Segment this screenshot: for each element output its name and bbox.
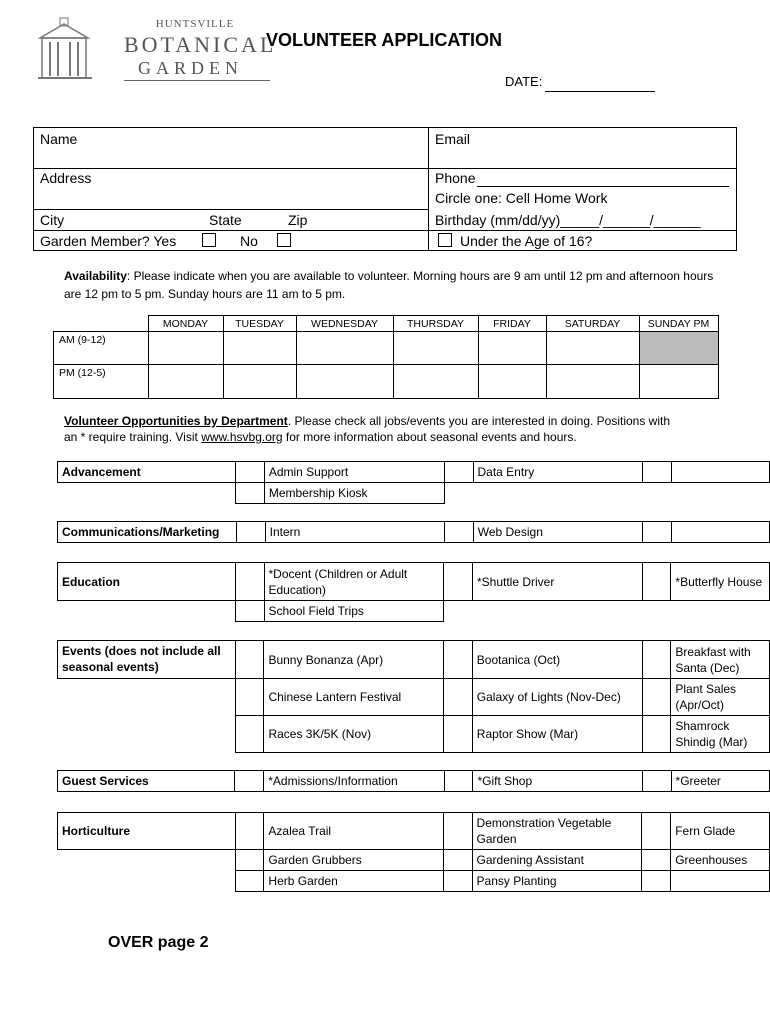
job-checkbox[interactable]: [642, 850, 671, 871]
day-wednesday: WEDNESDAY: [296, 316, 393, 332]
member-no-label: No: [240, 233, 258, 249]
zip-field[interactable]: Zip: [288, 212, 308, 228]
avail-cell[interactable]: [223, 332, 296, 365]
availability-label: Availability: [64, 269, 127, 283]
member-yes-checkbox[interactable]: [202, 233, 216, 247]
dept-name: Guest Services: [58, 771, 235, 792]
job-checkbox[interactable]: [643, 522, 672, 543]
phone-line: [477, 186, 729, 187]
member-no-checkbox[interactable]: [277, 233, 291, 247]
job-label: School Field Trips: [264, 601, 444, 622]
job-label: Plant Sales (Apr/Oct): [671, 679, 770, 716]
avail-cell[interactable]: [546, 365, 639, 399]
job-checkbox[interactable]: [642, 679, 671, 716]
avail-cell[interactable]: [148, 332, 223, 365]
job-checkbox[interactable]: [235, 563, 264, 601]
job-empty: [672, 522, 770, 543]
dept-communications: [57, 521, 770, 543]
opportunities-label: Volunteer Opportunities by Department: [64, 414, 288, 428]
garden-logo: [38, 16, 277, 84]
job-checkbox[interactable]: [235, 771, 264, 792]
day-sunday: SUNDAY PM: [639, 316, 718, 332]
logo-botanical: BOTANICAL: [124, 32, 277, 57]
job-checkbox[interactable]: [642, 771, 671, 792]
address-field[interactable]: Address: [40, 170, 92, 186]
dept-name: Education: [58, 563, 236, 601]
dept-name: Advancement: [58, 462, 236, 483]
garden-member-label: Garden Member? Yes: [40, 233, 177, 249]
opportunities-text-1: . Please check all jobs/events you are interested in doing. Positions with: [287, 414, 671, 428]
city-rule: [33, 230, 737, 231]
info-divider: [428, 127, 429, 251]
job-checkbox[interactable]: [444, 641, 473, 679]
job-checkbox[interactable]: [642, 563, 671, 601]
avail-cell[interactable]: [148, 365, 223, 399]
row-pm: PM (12-5): [54, 365, 149, 399]
job-checkbox[interactable]: [235, 850, 264, 871]
day-friday: FRIDAY: [478, 316, 546, 332]
job-label: *Butterfly House: [671, 563, 770, 601]
job-label: Fern Glade: [671, 813, 770, 850]
job-label: *Shuttle Driver: [472, 563, 642, 601]
availability-paragraph: [64, 267, 724, 303]
email-field[interactable]: Email: [435, 131, 471, 147]
job-checkbox[interactable]: [235, 716, 264, 753]
opportunities-paragraph: [64, 413, 744, 445]
avail-cell-unavailable: [639, 332, 718, 365]
dept-education: [57, 562, 770, 622]
dept-name: Horticulture: [58, 813, 236, 850]
avail-cell[interactable]: [478, 332, 546, 365]
job-label: Gardening Assistant: [472, 850, 642, 871]
website-link[interactable]: www.hsvbg.org: [201, 430, 283, 444]
address-rule: [33, 209, 428, 210]
job-checkbox[interactable]: [444, 462, 473, 483]
day-monday: MONDAY: [148, 316, 223, 332]
dept-name: Events (does not include all seasonal events): [58, 641, 236, 679]
job-checkbox[interactable]: [444, 771, 473, 792]
job-checkbox[interactable]: [444, 563, 473, 601]
job-checkbox[interactable]: [444, 679, 473, 716]
avail-cell[interactable]: [546, 332, 639, 365]
logo-huntsville: HUNTSVILLE: [155, 18, 235, 30]
availability-table: [53, 315, 719, 399]
job-label: Admin Support: [264, 462, 444, 483]
job-label: Pansy Planting: [472, 871, 642, 892]
day-tuesday: TUESDAY: [223, 316, 296, 332]
job-checkbox[interactable]: [235, 641, 264, 679]
job-label: Web Design: [473, 522, 643, 543]
job-checkbox[interactable]: [642, 813, 671, 850]
job-checkbox[interactable]: [235, 679, 264, 716]
avail-cell[interactable]: [296, 332, 393, 365]
job-empty: [671, 462, 769, 483]
name-field[interactable]: Name: [40, 131, 78, 147]
availability-text: : Please indicate when you are available to volunteer. Morning hours are 9 am until 12 pm and afternoon hours are 12 pm to 5 pm. Sunday hours are 11 am to 5 pm.: [64, 269, 714, 301]
job-label: Breakfast with Santa (Dec): [671, 641, 770, 679]
job-checkbox[interactable]: [642, 641, 671, 679]
job-label: Chinese Lantern Festival: [264, 679, 444, 716]
job-empty: [671, 871, 770, 892]
job-label: *Docent (Children or Adult Education): [264, 563, 444, 601]
opportunities-text-2: an * require training. Visit: [64, 430, 202, 444]
job-checkbox[interactable]: [443, 871, 472, 892]
logo-garden: GARDEN: [138, 58, 243, 78]
job-checkbox[interactable]: [443, 850, 472, 871]
avail-cell[interactable]: [393, 365, 478, 399]
job-label: Races 3K/5K (Nov): [264, 716, 444, 753]
row-am: AM (9-12): [54, 332, 149, 365]
job-checkbox[interactable]: [444, 716, 473, 753]
job-checkbox[interactable]: [235, 813, 264, 850]
job-label: Bunny Bonanza (Apr): [264, 641, 444, 679]
job-label: *Greeter: [671, 771, 769, 792]
dept-horticulture: [57, 812, 770, 892]
date-field[interactable]: [545, 91, 655, 92]
dept-events: [57, 640, 770, 753]
day-saturday: SATURDAY: [546, 316, 639, 332]
day-thursday: THURSDAY: [393, 316, 478, 332]
avail-cell[interactable]: [478, 365, 546, 399]
avail-cell[interactable]: [393, 332, 478, 365]
job-checkbox[interactable]: [235, 871, 264, 892]
city-field[interactable]: City: [40, 212, 65, 228]
job-checkbox[interactable]: [642, 871, 671, 892]
dept-guest-services: [57, 770, 770, 792]
opportunities-text-3: for more information about seasonal events and hours.: [282, 430, 577, 444]
building-icon: [38, 16, 118, 84]
job-label: *Admissions/Information: [264, 771, 444, 792]
job-label: Data Entry: [473, 462, 643, 483]
avail-cell[interactable]: [296, 365, 393, 399]
job-checkbox[interactable]: [642, 716, 671, 753]
birthday-field[interactable]: Birthday (mm/dd/yy)_____/______/______: [435, 212, 701, 228]
logo-rule: [124, 80, 270, 81]
job-label: *Gift Shop: [473, 771, 642, 792]
job-label: Intern: [265, 522, 444, 543]
job-checkbox[interactable]: [643, 462, 672, 483]
job-label: Greenhouses: [671, 850, 770, 871]
job-checkbox[interactable]: [444, 522, 473, 543]
under16-label: Under the Age of 16?: [460, 233, 593, 249]
over-page-note: OVER page 2: [108, 934, 209, 951]
avail-cell[interactable]: [639, 365, 718, 399]
under16-checkbox[interactable]: [438, 233, 452, 247]
job-checkbox[interactable]: [236, 462, 265, 483]
info-rule: [33, 168, 737, 169]
job-label: Garden Grubbers: [264, 850, 443, 871]
dept-name: Communications/Marketing: [58, 522, 237, 543]
avail-cell[interactable]: [223, 365, 296, 399]
job-label: Herb Garden: [264, 871, 443, 892]
job-label: Shamrock Shindig (Mar): [671, 716, 770, 753]
job-checkbox[interactable]: [235, 601, 264, 622]
job-label: Azalea Trail: [264, 813, 443, 850]
state-field[interactable]: State: [209, 212, 242, 228]
job-checkbox[interactable]: [236, 483, 265, 504]
page-title: VOLUNTEER APPLICATION: [266, 30, 503, 50]
job-label: Bootanica (Oct): [472, 641, 642, 679]
job-checkbox[interactable]: [443, 813, 472, 850]
job-label: Raptor Show (Mar): [472, 716, 642, 753]
date-label: DATE:: [505, 74, 543, 89]
phone-type-choice[interactable]: Circle one: Cell Home Work: [435, 190, 608, 206]
job-checkbox[interactable]: [236, 522, 265, 543]
phone-field[interactable]: Phone: [435, 170, 476, 186]
job-label: Galaxy of Lights (Nov-Dec): [472, 679, 642, 716]
job-label: Membership Kiosk: [264, 483, 444, 504]
job-label: Demonstration Vegetable Garden: [472, 813, 642, 850]
dept-advancement: [57, 461, 770, 504]
